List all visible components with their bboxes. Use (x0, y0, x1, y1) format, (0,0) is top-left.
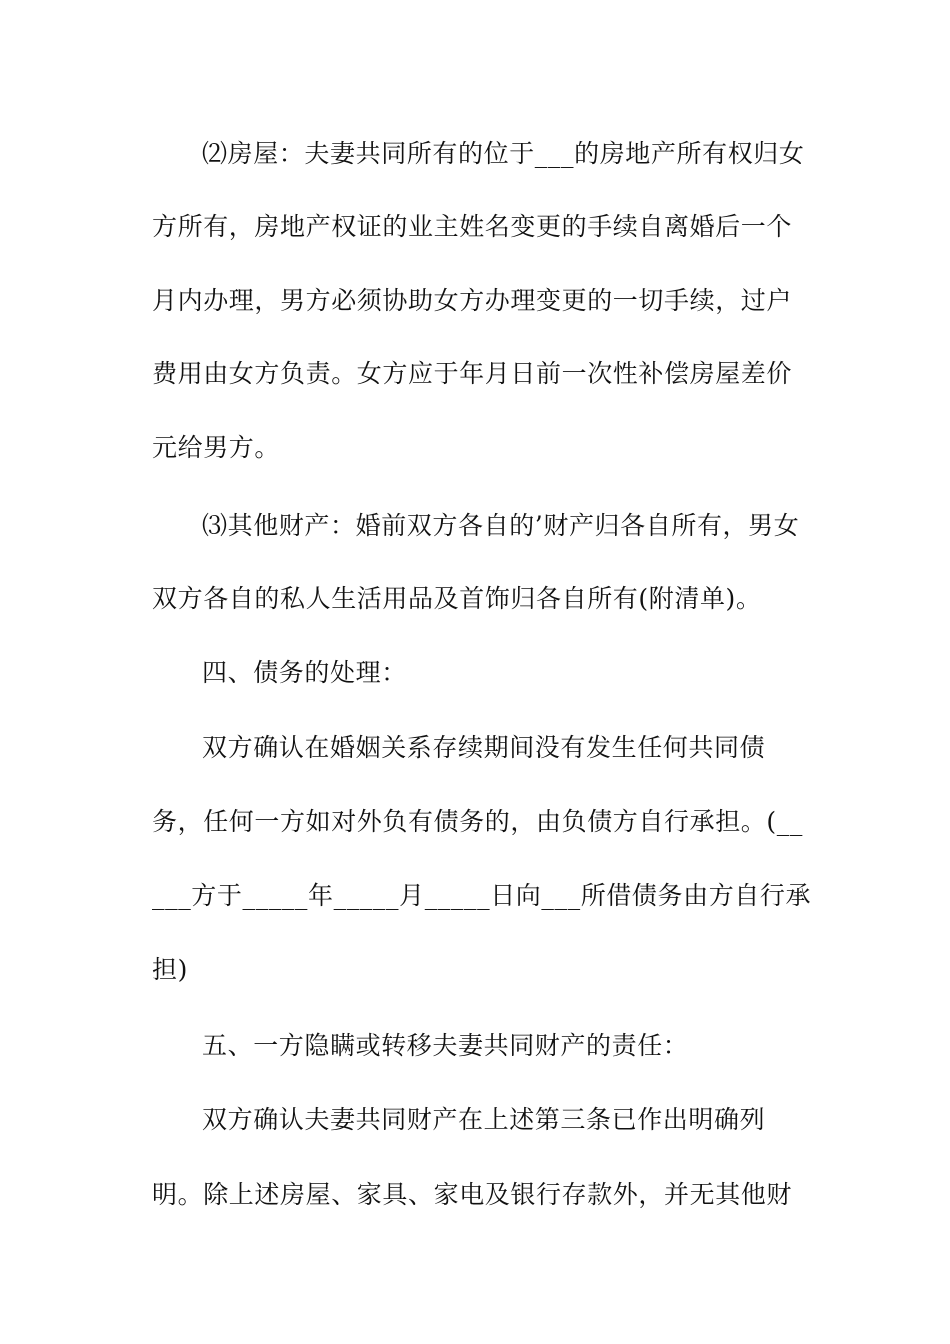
paragraph-line: 方所有，房地产权证的业主姓名变更的手续自离婚后一个 (152, 212, 793, 241)
section-heading: 五、一方隐瞒或转移夫妻共同财产的责任： (202, 1031, 689, 1060)
paragraph-line: 双方各自的私人生活用品及首饰归各自所有(附清单)。 (152, 584, 762, 613)
paragraph-line: 双方确认在婚姻关系存续期间没有发生任何共同债 (202, 733, 766, 762)
paragraph-line: ⑵房屋：夫妻共同所有的位于___的房地产所有权归女 (202, 139, 805, 168)
paragraph-line: 月内办理，男方必须协助女方办理变更的一切手续，过户 (152, 286, 793, 315)
paragraph-line: 双方确认夫妻共同财产在上述第三条已作出明确列 (202, 1105, 766, 1134)
paragraph-line: ___方于_____年_____月_____日向___所借债务由方自行承 (152, 881, 812, 910)
paragraph-line: 担) (152, 955, 188, 984)
paragraph-line: 明。除上述房屋、家具、家电及银行存款外，并无其他财 (152, 1180, 793, 1209)
paragraph-line: ⑶其他财产：婚前双方各自的’财产归各自所有，男女 (202, 511, 800, 540)
paragraph-line: 元给男方。 (152, 433, 281, 462)
paragraph-line: 费用由女方负责。女方应于年月日前一次性补偿房屋差价 (152, 359, 793, 388)
section-heading: 四、债务的处理： (202, 658, 407, 687)
paragraph-line: 务，任何一方如对外负有债务的，由负债方自行承担。(__ (152, 807, 803, 836)
